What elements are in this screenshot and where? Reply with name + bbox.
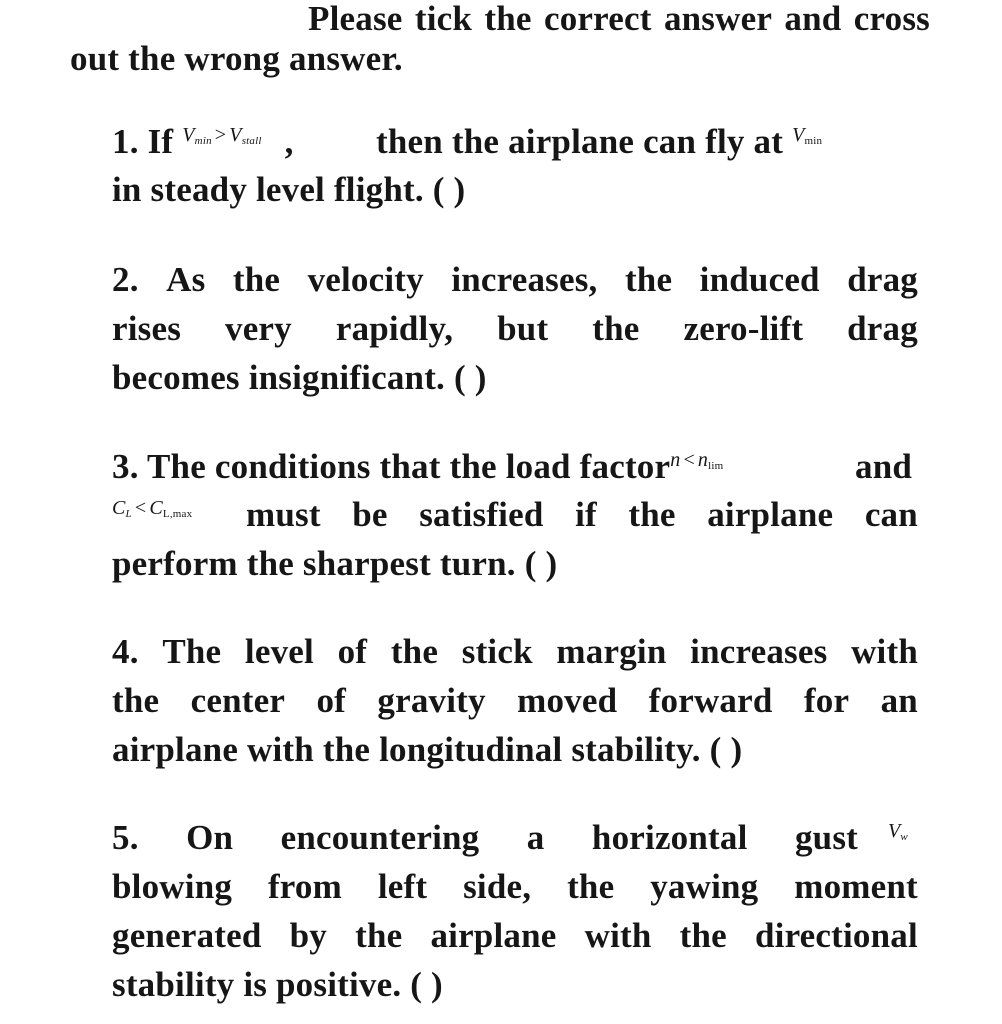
- question-5-text-4: stability is positive. ( ): [112, 965, 443, 1004]
- question-3-text-3: perform the sharpest turn. ( ): [112, 544, 558, 583]
- question-5-text-3-word-6: directional: [754, 916, 918, 955]
- question-5-text-2-word-5: yawing: [650, 867, 759, 906]
- question-2-text-3: becomes insignificant. ( ): [112, 358, 487, 397]
- question-5-text-3-word-5: the: [679, 916, 727, 955]
- question-4-text-3: airplane with the longitudinal stability. ( ): [112, 730, 743, 769]
- question-5-text-3-word-4: with: [584, 916, 652, 955]
- question-5-text-1-word-1: On: [186, 818, 234, 857]
- instruction-text-1-word-1: tick: [414, 0, 473, 38]
- question-1-comma: ,: [284, 122, 294, 161]
- question-3-text-1: The conditions that the load factor: [146, 447, 671, 486]
- question-2-text-1-word-3: velocity: [307, 260, 424, 299]
- question-2-line-1: [112, 262, 918, 297]
- instruction-line-2: [70, 41, 403, 76]
- question-2-line-3: [112, 360, 487, 395]
- question-2-text-2-word-0: rises: [112, 309, 182, 348]
- question-3-text-2-word-6: can: [864, 495, 918, 534]
- question-5-text-3-word-3: airplane: [430, 916, 557, 955]
- question-5-number-word-0: 5.: [112, 818, 139, 857]
- question-3-text-2-word-4: the: [628, 495, 676, 534]
- question-3-and-wrap: [855, 449, 912, 484]
- question-2-text-2-word-1: very: [225, 309, 292, 348]
- question-3-text-2-word-2: satisfied: [419, 495, 544, 534]
- question-5-text-2-word-6: moment: [794, 867, 918, 906]
- question-2-text-1-word-4: increases,: [451, 260, 598, 299]
- question-1-math-vmin: $V_{min}$: [792, 124, 823, 147]
- question-3-text-2-word-1: be: [352, 495, 388, 534]
- question-1-text: then the airplane can fly at: [376, 122, 784, 161]
- question-2-text-2-word-2: rapidly,: [335, 309, 454, 348]
- question-2-text-1-word-6: induced: [699, 260, 820, 299]
- question-2-text-1-word-2: the: [232, 260, 281, 299]
- question-1-line-1: [112, 124, 294, 159]
- question-4-text-1-word-1: The: [162, 632, 222, 671]
- instruction-text-1-word-3: correct: [543, 0, 652, 38]
- question-5-line-4: [112, 967, 443, 1002]
- question-3-math-n-lt-nlim: $n < n_{lim}$: [670, 449, 724, 472]
- question-5-math-wrap: [888, 820, 908, 855]
- question-5-text-1-word-5: gust: [794, 818, 858, 857]
- question-4-text-2-word-0: the: [112, 681, 160, 720]
- instruction-text-1-word-2: the: [484, 0, 532, 38]
- question-2-text-2-word-5: zero-lift: [683, 309, 804, 348]
- question-5-line-1: [112, 820, 858, 855]
- question-2-text-1-word-5: the: [624, 260, 673, 299]
- question-2-text-1-word-7: drag: [847, 260, 918, 299]
- question-5-line-2: [112, 869, 918, 904]
- question-4-text-1-word-3: of: [337, 632, 368, 671]
- question-2-text-2-word-6: drag: [847, 309, 918, 348]
- question-5-line-3: [112, 918, 918, 953]
- question-5-text-2-word-0: blowing: [112, 867, 233, 906]
- question-4-line-3: [112, 732, 742, 767]
- question-4-text-2-word-4: moved: [517, 681, 618, 720]
- question-5-text-3-word-0: generated: [112, 916, 262, 955]
- question-4-text-2-word-2: of: [316, 681, 347, 720]
- instruction-text-1-word-4: answer: [663, 0, 773, 38]
- instruction-text-1-word-5: and: [784, 0, 842, 38]
- question-5-text-2-word-2: left: [377, 867, 428, 906]
- question-3-line-1: [112, 449, 723, 484]
- question-5-text-2-word-1: from: [267, 867, 342, 906]
- question-5-text-3-word-2: the: [355, 916, 403, 955]
- question-3-text-2-word-3: if: [575, 495, 597, 534]
- question-4-text-2-word-5: forward: [648, 681, 773, 720]
- question-4-line-2: [112, 683, 918, 718]
- question-1-line-2: [112, 172, 465, 207]
- question-1-text-2: in steady level flight. ( ): [112, 170, 466, 209]
- question-5-text-1-word-4: horizontal: [591, 818, 748, 857]
- question-4-text-1-word-7: increases: [690, 632, 828, 671]
- question-1-number: 1.: [112, 122, 139, 161]
- question-4-text-1-word-2: level: [244, 632, 314, 671]
- instruction-text-1-word-6: cross: [853, 0, 930, 38]
- question-3-math-cl-lt-clmax: $C_L < C_{L,max}$: [112, 497, 193, 520]
- question-4-text-1-word-5: stick: [461, 632, 533, 671]
- question-4-text-2-word-6: for: [803, 681, 850, 720]
- question-2-text-2-word-4: the: [592, 309, 640, 348]
- instruction-text-2: out the wrong answer.: [70, 39, 403, 78]
- question-4-text-1-word-6: margin: [556, 632, 667, 671]
- question-3-line-2: [246, 497, 918, 532]
- question-5-text-3-word-1: by: [289, 916, 327, 955]
- question-4-text-2-word-3: gravity: [377, 681, 486, 720]
- question-5-text-2-word-3: side,: [463, 867, 532, 906]
- instruction-text-1-word-0: Please: [308, 0, 403, 38]
- question-5-text-1-word-2: encountering: [280, 818, 480, 857]
- question-3-and: and: [855, 447, 913, 486]
- question-3-text-2-word-0: must: [246, 495, 321, 534]
- question-2-text-1-word-1: As: [166, 260, 206, 299]
- question-4-line-1: [112, 634, 918, 669]
- question-4-number-word-0: 4.: [112, 632, 139, 671]
- question-3-number: 3.: [112, 447, 139, 486]
- question-4-text-1-word-4: the: [390, 632, 439, 671]
- question-2-line-2: [112, 311, 918, 346]
- instruction-line-1: [308, 1, 930, 36]
- question-1-if: If: [147, 122, 174, 161]
- question-2-number-word-0: 2.: [112, 260, 139, 299]
- question-5-text-2-word-4: the: [567, 867, 615, 906]
- question-4-text-1-word-8: with: [851, 632, 918, 671]
- question-2-text-2-word-3: but: [497, 309, 549, 348]
- question-4-text-2-word-7: an: [880, 681, 918, 720]
- question-3-line-3: [112, 546, 557, 581]
- question-5-math-vw: $V_w$: [888, 820, 908, 843]
- question-3-math-b-wrap: [112, 497, 192, 532]
- question-5-text-1-word-3: a: [526, 818, 545, 857]
- question-4-text-2-word-1: center: [190, 681, 286, 720]
- question-1-math-vmin-gt-vstall: $V_{min} > V_{stall}$: [182, 124, 262, 147]
- question-1-line-1b: [376, 124, 822, 159]
- question-3-text-2-word-5: airplane: [707, 495, 834, 534]
